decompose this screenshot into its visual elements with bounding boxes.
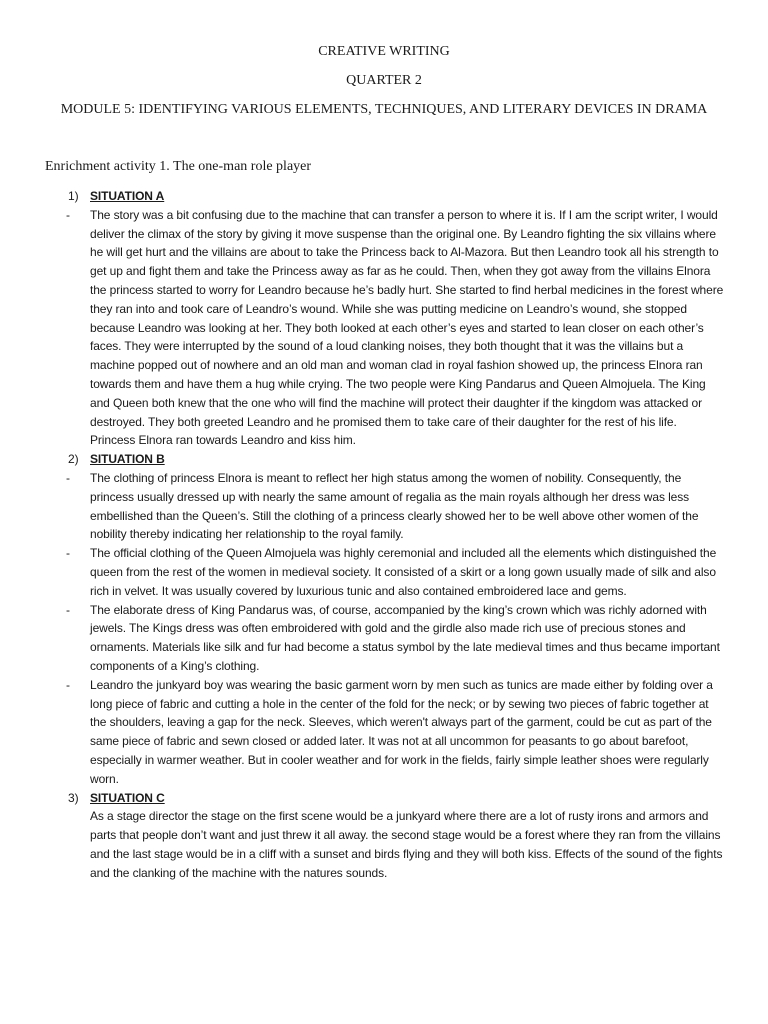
bullet-text: Leandro the junkyard boy was wearing the basic garment worn by men such as tunics are made either by folding over a long piece of fabric and cutting a hole in the center of the fold for the neck; or by sewing two pieces of fabric together at the shoulders, leaving a gap for the neck. Sleeves, which weren't always part of the garment, could be cut as part of the same piece of fabric and sewn closed or added later. It was not at all uncommon for peasants to go about barefoot, especially in warmer weather. But in cooler weather and for work in the fields, fairly simple leather shoes were regularly worn. (90, 677, 713, 786)
quarter-label: QUARTER 2 (346, 73, 422, 88)
bullet-item (0, 469, 768, 544)
dash-bullet: - (66, 207, 70, 222)
paragraph-item (0, 807, 768, 882)
bullet-text: The official clothing of the Queen Almojuela was highly ceremonial and included all the elements which distinguished the queen from the rest of the women in medieval society. It consisted of a skirt or a long gown usually made of silk and also rich in velvet. It was usually covered by luxurious tunic and also contained embroidered lace and gems. (90, 546, 717, 598)
activity-title: Enrichment activity 1. The one-man role player (45, 159, 312, 174)
dash-bullet: - (66, 602, 70, 617)
section-heading: SITUATION B (90, 452, 165, 467)
bullet-item (0, 601, 768, 676)
section-number: 1) (68, 189, 79, 203)
dash-bullet: - (66, 470, 70, 485)
module-title: MODULE 5: IDENTIFYING VARIOUS ELEMENTS, TECHNIQUES, AND LITERARY DEVICES IN DRAMA (60, 102, 708, 117)
course-title: CREATIVE WRITING (318, 44, 450, 59)
section-situation-a (0, 187, 768, 206)
bullet-item (0, 544, 768, 600)
dash-bullet: - (66, 546, 70, 561)
dash-bullet: - (66, 677, 70, 692)
bullet-text: The elaborate dress of King Pandarus was, of course, accompanied by the king’s crown which was richly adorned with jewels. The Kings dress was often embroidered with gold and the girdle also made rich use of precious stones and ornaments. Materials like silk and fur had become a status symbol by the late medieval times and thus became important components of a King’s clothing. (90, 602, 720, 673)
bullet-text: The story was a bit confusing due to the machine that can transfer a person to where it is. If I am the script writer, I would deliver the climax of the story by giving it move suspense than the original one. By Leandro fighting the six villains where he will get hurt and the villains are about to take the Princess back to Al-Mazora. But then Leandro took all his strength to get up and fight them and take the Princess away as far as he could. Then, when they got away from the villains Elnora the princess started to worry for Leandro because he’s badly hurt. She started to find herbal medicines in the forest where they ran into and took care of Leandro’s wound. While she was putting medicine on Leandro’s wound, she stopped because Leandro was looking at her. They both looked at each other’s eyes and started to lean closer on each other’s faces. They were interrupted by the sound of a loud clanking noises, they both thought that it was the villains but a machine popped out of nowhere and an old man and woman clad in royal fashion showed up, the princess Elnora ran towards them and have them a hug while crying. The two people were King Pandarus and Queen Almojuela. The King and Queen both knew that the one who will find the machine will protect their daughter if the kingdom was attacked or destroyed. They both greeted Leandro and he promised them to take care of their daughter for the rest of his life. Princess Elnora ran towards Leandro and kiss him. (90, 207, 724, 448)
document-body (0, 187, 768, 882)
bullet-text: The clothing of princess Elnora is meant to reflect her high status among the women of nobility. Consequently, the princess usually dressed up with nearly the same amount of regalia as the main royals although her dress was less embellished than the Queen’s. Still the clothing of a princess clearly showed her to be well above other women of the nobility thereby indicating her relationship to the royal family. (90, 470, 699, 542)
paragraph-text: As a stage director the stage on the first scene would be a junkyard where there are a lot of rusty irons and armors and parts that people don’t want and just threw it all away. the second stage would be a forest where they ran from the villains and the last stage would be in a cliff with a sunset and birds flying and they will both kiss. Effects of the sound of the fights and the clanking of the machine with the natures sounds. (90, 809, 723, 880)
section-situation-b (0, 450, 768, 469)
section-situation-c (0, 789, 768, 808)
section-heading: SITUATION C (90, 790, 165, 805)
section-number: 2) (68, 452, 79, 467)
section-heading: SITUATION A (90, 189, 165, 203)
bullet-item (0, 676, 768, 789)
bullet-item (0, 206, 768, 450)
section-number: 3) (68, 790, 79, 805)
